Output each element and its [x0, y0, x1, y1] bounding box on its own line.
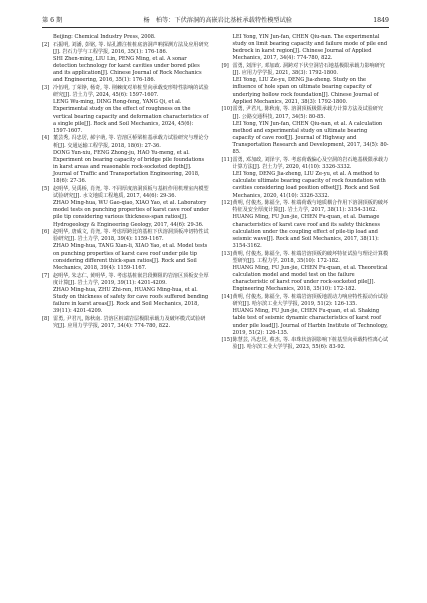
reference-number: [42, 34, 53, 41]
reference-body: [233, 63, 390, 106]
reference-text-chinese: 雷勇, 刘泽宇, 邓加政. 洞跨对下伏空洞岩石地基极限承载力影响研究[J]. 应用力学学报, 2021, 38(3): 1792-1800.: [232, 63, 385, 77]
reference-number: [9]: [221, 63, 229, 70]
reference-text-english: LEI Yong, YIN Jun-fan, CHEN Qiu-nan. The experimental study on limit bearing capacity and failure mode of pile end bedrock in karst region[J]. Chinese Journal of Applied Mechanics, 2017, 34(4): 774-780, 822.: [232, 34, 388, 62]
issue-number: 第 6 期: [42, 17, 63, 24]
reference-text-english: HUANG Ming, FU Jun-jie, CHEN Fu-quan, et al. Damage characteristics of karst cave roof and its safety thickness calculation under the coupling effect of pile-tip load and seismic wave[J]. Rock and Soil Mechanics, 2017, 38(11): 3154-3162.: [232, 214, 380, 250]
page-header: [42, 0, 389, 28]
reference-body: [233, 337, 390, 351]
reference-text-chinese: 石振明, 刘潘, 彭铭, 等. 钻孔灌注桩桩底溶洞声呐探测方法及应用研究[J]. 岩石力学与工程学报, 2016, 35(1): 176-186.: [53, 41, 209, 55]
reference-text-english: LENG Wu-ming, DING Rong-feng, YANG Qi, et al. Experimental study on the effect of roughness on the vertical bearing capacity and deformation characteristics of a single pile[J]. Rock and Soil Mechanics, 2024, 45(6): 1597-1607.: [53, 99, 209, 134]
reference-body: [233, 34, 390, 63]
reference-number: [11]: [221, 156, 232, 163]
reference-body: [53, 34, 210, 41]
reference-text-chinese: 董芸秀, 冯忠居, 郝宇萌, 等. 岩溶区桥梁桩基承载力试验研究与理论分析[J]. 交通运输工程学报, 2018, 18(6): 27-36.: [53, 135, 209, 149]
reference-entry: [222, 157, 390, 200]
reference-body: [53, 42, 210, 85]
reference-number: [15]: [221, 337, 232, 344]
reference-number: [222, 34, 233, 63]
reference-body: [233, 251, 390, 294]
reference-text-english: DONG Yun-xiu, FENG Zhong-ju, HAO Yu-meng, et al. Experiment on bearing capacity of bridge pile foundations in karst areas and reasonable rock-socketed depth[J]. Journal of Traffic and Transportation Engineering, 2018, 18(6): 27-36.: [53, 149, 205, 185]
reference-entry: [42, 273, 210, 316]
reference-text-english: HUANG Ming, FU Jun-jie, CHEN Fu-quan, et al. Shaking table test of seismic dynamic characteristics of karst roof under pile load[J]. Journal of Harbin Institute of Technology, 2019, 51(2): 126-135.: [232, 308, 388, 336]
reference-entry: [222, 294, 390, 337]
reference-entry: [222, 63, 390, 106]
reference-columns: [42, 34, 389, 352]
reference-number: [3]: [42, 84, 50, 91]
reference-text-english: HUANG Ming, FU Jun-jie, CHEN Fu-quan, et al. Theoretical calculation model and model test on the failure characteristic of karst roof under rock-socketed pile[J]. Engineering Mechanics, 2018, 35(10): 172-182.: [232, 264, 388, 293]
reference-body: [53, 229, 210, 272]
page-number: 1849: [373, 17, 389, 24]
reference-text-english: LEI Yong, YIN Jun-fan, CHEN Qiu-nan, et al. A calculation method and experimental study on ultimate bearing capacity of cave roof[J]. Journal of Highway and Transportation Research and Development, 2017, 34(5): 80-85.: [232, 120, 389, 156]
reference-body: [53, 135, 210, 185]
reference-body: [233, 200, 390, 250]
reference-text-chinese: 赵明华, 唐威文, 肖尧, 等. 考虑厚跨比的基桩下伏溶洞顶板冲切特性试验研究[J]. 岩土力学, 2018, 39(4): 1159-1167.: [53, 229, 209, 243]
reference-text-chinese: 赵明华, 吴禹桥, 肖尧, 等. 不同厚度溶洞顶板与基桩作用机理室内模型试验研究[J]. 水文地质工程地质, 2017, 44(6): 29-36.: [53, 185, 209, 199]
reference-text-english: LEI Yong, LIU Ze-yu, DENG Jia-zheng. Study on the influence of hole span on ultimate bearing capacity of underlying hollow rock foundation[J]. Chinese Journal of Applied Mechanics, 2021, 38(3): 1792-1800.: [232, 77, 379, 105]
reference-body: [53, 186, 210, 229]
reference-entry: [42, 85, 210, 135]
reference-text-chinese: 冷伍明, 丁荣铮, 杨奇, 等. 荆棘度对单桩竖向承载变形特性影响的试验研究[J]. 岩土力学, 2024, 45(6): 1597-1607.: [53, 84, 209, 99]
reference-number: [12]: [221, 200, 232, 207]
reference-text-english: ZHAO Ming-hua, WU Gao-qiao, XIAO Yao, et al. Laboratory model tests on punching properties of karst cave roof under pile tip considering various thickness-span ratios[J]. Hydrogeology & Engineering Geology, 2017, 44(6): 29-36.: [53, 200, 209, 228]
reference-number: [5]: [42, 185, 50, 192]
reference-body: [53, 85, 210, 135]
reference-text-chinese: 黄明, 付俊杰, 陈福全, 等. 桩端荷载与地质耦合作用下溶洞顶板的破坏特征及安全厚度计算[J]. 岩土力学, 2017, 38(11): 3154-3162.: [232, 200, 389, 214]
reference-body: [233, 294, 390, 337]
references-left-column: [42, 34, 210, 352]
reference-number: [13]: [221, 250, 232, 257]
reference-number: [6]: [42, 229, 50, 236]
reference-number: [10]: [221, 106, 232, 113]
reference-text-chinese: 雷勇, 尹君凡, 陈秋南, 等. 溶洞顶板极限承载力计算方法及试验研究[J]. 公路交通科技, 2017, 34(5): 80-85.: [232, 106, 383, 120]
reference-text-chinese: 黄明, 付俊杰, 陈福全, 等. 桩端岩溶顶板的破坏特征试验与理论计算模型研究[J]. 工程力学, 2018, 35(10): 172-182.: [232, 250, 389, 264]
reference-text-english: SHI Zhen-ming, LIU Lin, PENG Ming, et al. A sonar detection technology for karst cavities under bored piles and its application[J]. Chinese Journal of Rock Mechanics and Engineering, 2016, 35(1): 176-186.: [53, 55, 202, 84]
reference-number: [7]: [42, 272, 50, 279]
reference-number: [8]: [42, 315, 50, 322]
reference-number: [2]: [42, 41, 50, 48]
reference-body: [233, 157, 390, 200]
reference-body: [53, 273, 210, 316]
reference-number: [4]: [42, 135, 50, 142]
reference-text-chinese: 黄明, 付俊杰, 陈福全, 等. 桩端岩溶顶板地震动力响应特性振动台试验研究[J]. 哈尔滨工业大学学报, 2019, 51(2): 126-135.: [232, 293, 389, 308]
reference-entry: [42, 186, 210, 229]
reference-text-chinese: 雷勇, 尹君凡, 陈秋南. 岩溶区桩端岩层极限承载力及破坏模式试验研究[J]. 应用力学学报, 2017, 34(4): 774-780, 822.: [53, 315, 206, 329]
reference-text-english: ZHAO Ming-hua, TANG Xian-li, XIAO Yao, et al. Model tests on punching properties of karst cave roof under pile tip considering different thick-span ratios[J]. Rock and Soil Mechanics, 2018, 39(4): 1159-1167.: [53, 243, 208, 271]
reference-entry: [222, 106, 390, 156]
reference-number: [14]: [221, 293, 232, 300]
reference-text-english: ZHAO Ming-hua, ZHU Zhi-ren, HUANG Ming-hua, et al. Study on thickness of safety for cave roofs suffered bending failure in karst areas[J]. Rock and Soil Mechanics, 2018, 39(11): 4201-4209.: [53, 286, 209, 315]
reference-entry: [222, 251, 390, 294]
reference-entry: [42, 135, 210, 185]
reference-text-english: Beijing: Chemical Industry Press, 2008.: [53, 34, 156, 40]
reference-entry: [42, 316, 210, 330]
reference-entry: [222, 337, 390, 351]
reference-entry: [42, 34, 210, 41]
reference-body: [53, 316, 210, 330]
reference-body: [233, 106, 390, 156]
running-title: 杨 柏等：下伏溶洞的高嵌岩比基桩承载特性模型试验: [143, 17, 292, 24]
reference-entry: [222, 200, 390, 250]
reference-text-chinese: 赵明华, 朱志仁, 黄明华, 等. 考虑基桩嵌岩段侧阻的岩溶区顶板安全厚度计算[J]. 岩土力学, 2019, 39(11): 4201-4209.: [53, 272, 209, 286]
reference-text-english: LEI Yong, DENG Jia-zheng, LIU Ze-yu, et al. A method to calculate ultimate bearing capacity of rock foundation with cavities considering load position offset[J]. Rock and Soil Mechanics, 2020, 41(10): 3326-3332.: [232, 171, 386, 199]
reference-text-chinese: 陈慧芸, 冯忠居, 蔡杰, 等. 串珠状溶洞影响下桩基竖向承载特性离心试验[J]. 哈尔滨工业大学学报, 2023, 55(6): 83-92.: [232, 337, 389, 351]
references-right-column: [222, 34, 390, 352]
reference-text-chinese: 雷勇, 邓加政, 刘泽宇, 等. 考虑荷载偏心及空洞的岩石地基极限承载力计算方法[J]. 岩土力学, 2020, 41(10): 3326-3332.: [232, 156, 389, 170]
reference-entry: [42, 42, 210, 85]
reference-entry: [222, 34, 390, 63]
reference-entry: [42, 229, 210, 272]
